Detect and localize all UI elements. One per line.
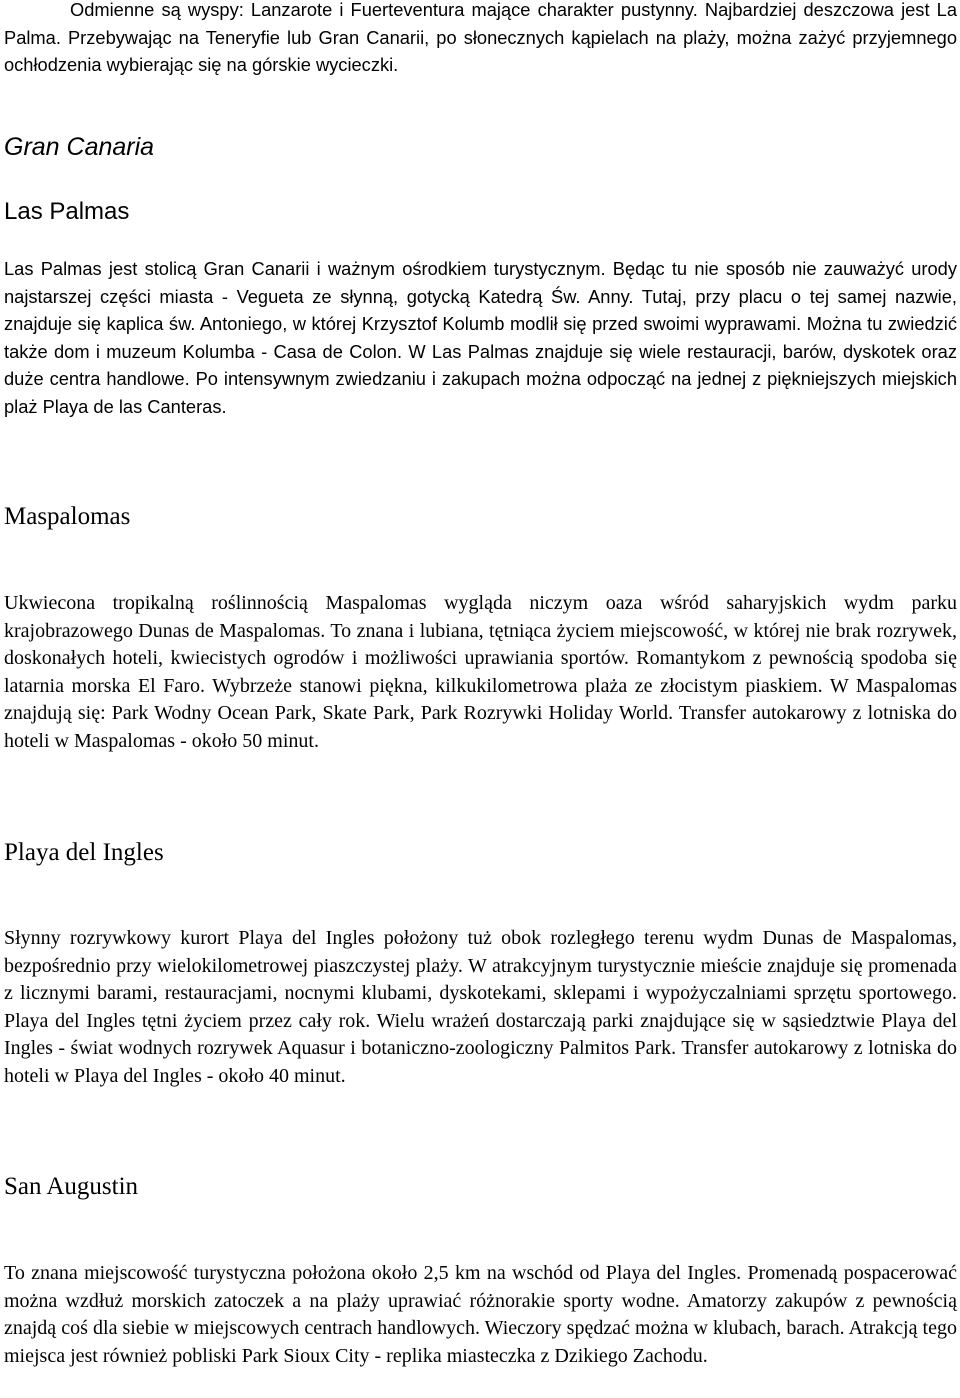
island-title: Gran Canaria — [4, 133, 155, 161]
section-paragraph-maspalomas: Ukwiecona tropikalną roślinnością Maspalomas wygląda niczym oaza wśród saharyjskich wydm parku krajobrazowego Dunas de Maspalomas. To znana i lubiana, tętniąca życiem miejscowość, w której nie brak rozrywek, doskonałych hoteli, kwiecistych ogrodów i możliwości uprawiania sportów. Romantykom z pewnością spodoba się latarnia morska El Faro. Wybrzeże stanowi piękna, kilkukilometrowa plaża ze złocistym piaskiem. W Maspalomas znajdują się: Park Wodny Ocean Park, Skate Park, Park Rozrywki Holiday World. Transfer autokarowy z lotniska do hoteli w Maspalomas - około 50 minut. — [4, 592, 957, 752]
intro-paragraph: Odmienne są wyspy: Lanzarote i Fuerteventura mające charakter pustynny. Najbardziej deszczowa jest La Palma. Przebywając na Teneryfie lub Gran Canarii, po słonecznych kąpielach na plaży, można zażyć przyjemnego ochłodzenia wybierając się na górskie wycieczki. — [4, 0, 957, 75]
section-paragraph-playa-del-ingles: Słynny rozrywkowy kurort Playa del Ingles położony tuż obok rozległego terenu wydm Dunas de Maspalomas, bezpośrednio przy wielokilometrowej piaszczystej plaży. W atrakcyjnym turystycznie mieście znajduje się promenada z licznymi barami, restauracjami, nocnymi klubami, dyskotekami, sklepami i wypożyczalniami sprzętu sportowego. Playa del Ingles tętni życiem przez cały rok. Wielu wrażeń dostarczają parki znajdujące się w sąsiedztwie Playa del Ingles - świat wodnych rozrywek Aquasur i botaniczno-zoologiczny Palmitos Park. Transfer autokarowy z lotniska do hoteli w Playa del Ingles - około 40 minut. — [4, 927, 957, 1087]
section-heading-san-augustin: San Augustin — [4, 1173, 139, 1200]
section-paragraph-san-augustin: To znana miejscowość turystyczna położona około 2,5 km na wschód od Playa del Ingles. Promenadą pospacerować można wzdłuż morskich zatoczek a na plaży uprawiać różnorakie sporty wodne. Amatorzy zakupów z pewnością znajdą coś dla siebie w miejscowych centrach handlowych. Wieczory spędzać można w klubach, barach. Atrakcją tego miejsca jest również pobliski Park Sioux City - replika miasteczka z Dzikiego Zachodu. — [4, 1262, 957, 1367]
section-heading-maspalomas: Maspalomas — [4, 503, 131, 530]
section-paragraph-las-palmas: Las Palmas jest stolicą Gran Canarii i ważnym ośrodkiem turystycznym. Będąc tu nie sposób nie zauważyć urody najstarszej części miasta - Vegueta ze słynną, gotycką Katedrą Św. Anny. Tutaj, przy placu o tej samej nazwie, znajduje się kaplica św. Antoniego, w której Krzysztof Kolumb modlił się przed swoimi wyprawami. Można tu zwiedzić także dom i muzeum Kolumba - Casa de Colon. W Las Palmas znajduje się wiele restauracji, barów, dyskotek oraz duże centra handlowe. Po intensywnym zwiedzaniu i zakupach można odpocząć na jednej z piękniejszych miejskich plaż Playa de las Canteras. — [4, 258, 957, 417]
section-heading-playa-del-ingles: Playa del Ingles — [4, 839, 164, 866]
section-heading-las-palmas: Las Palmas — [4, 198, 130, 225]
